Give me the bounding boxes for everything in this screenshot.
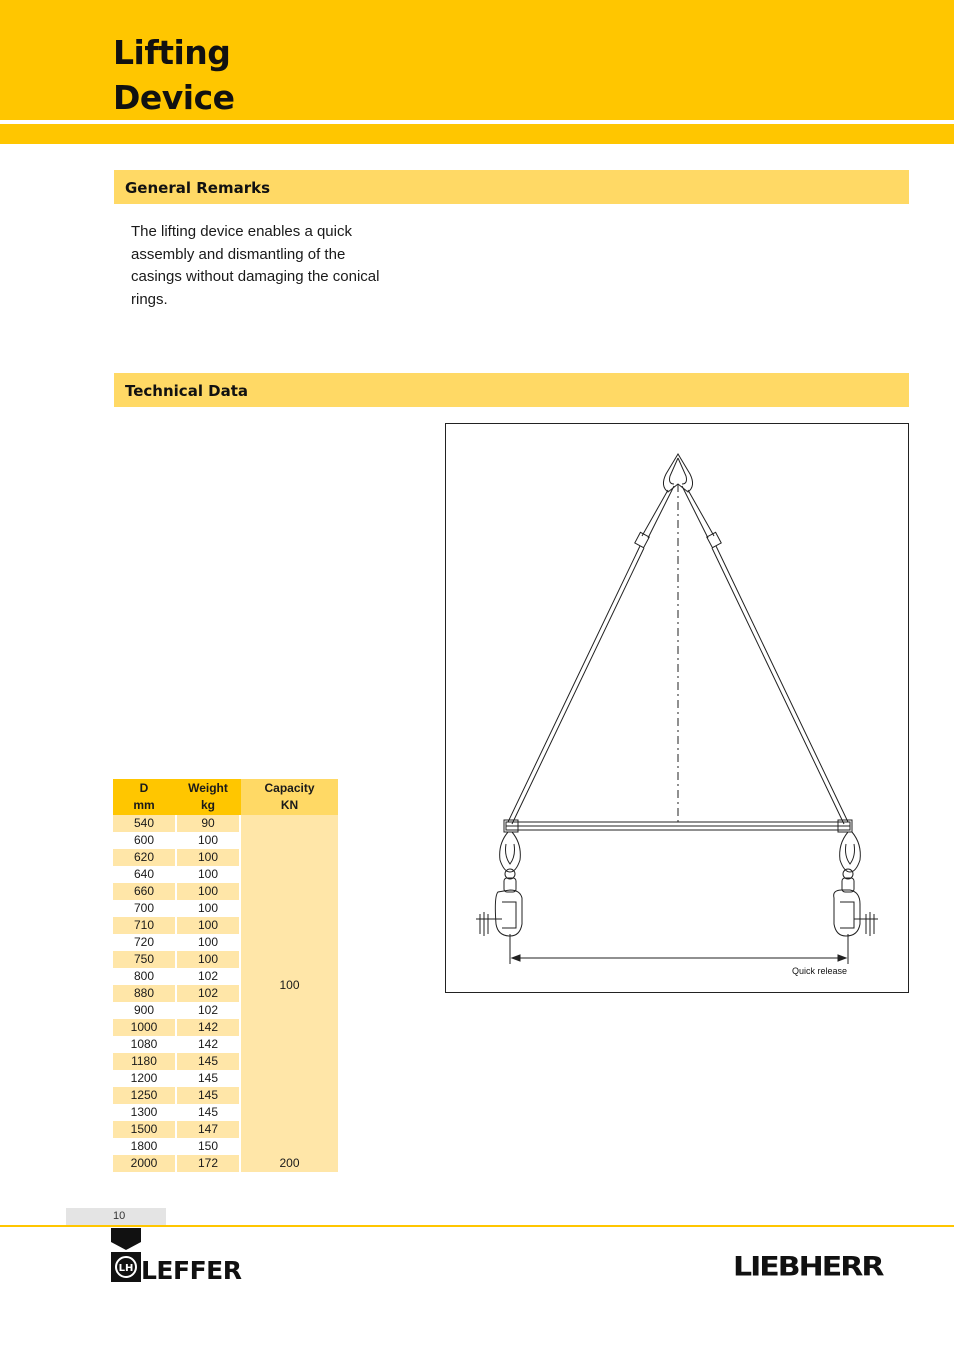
column-gap bbox=[239, 968, 241, 985]
cell-diameter: 880 bbox=[113, 985, 175, 1002]
cell-diameter: 1080 bbox=[113, 1036, 175, 1053]
header-capacity-label: Capacity bbox=[264, 781, 315, 795]
lifting-device-diagram bbox=[445, 423, 909, 993]
column-gap bbox=[239, 1019, 241, 1036]
header-d-label: D bbox=[139, 781, 149, 795]
table-header-row bbox=[113, 779, 338, 815]
page-number-bar bbox=[66, 1208, 166, 1225]
cell-weight: 100 bbox=[177, 849, 239, 866]
column-gap bbox=[239, 1070, 241, 1087]
cell-diameter: 1800 bbox=[113, 1138, 175, 1155]
column-gap bbox=[239, 1053, 241, 1070]
cell-weight: 90 bbox=[177, 815, 239, 832]
section-heading: General Remarks bbox=[125, 179, 270, 197]
column-gap bbox=[239, 1121, 241, 1138]
column-gap bbox=[239, 883, 241, 900]
column-gap bbox=[239, 1104, 241, 1121]
cell-diameter: 1180 bbox=[113, 1053, 175, 1070]
footer-rule bbox=[0, 1225, 954, 1227]
cell-diameter: 1000 bbox=[113, 1019, 175, 1036]
cell-weight: 145 bbox=[177, 1053, 239, 1070]
cell-diameter: 540 bbox=[113, 815, 175, 832]
technical-data-table bbox=[113, 779, 338, 1172]
cell-diameter: 900 bbox=[113, 1002, 175, 1019]
cell-weight: 102 bbox=[177, 985, 239, 1002]
cell-weight: 100 bbox=[177, 934, 239, 951]
left-shackle bbox=[500, 832, 521, 872]
table-row bbox=[113, 1155, 338, 1172]
column-gap bbox=[239, 832, 241, 849]
leffer-logo-text: LEFFER bbox=[141, 1256, 242, 1285]
right-clamp bbox=[834, 890, 860, 936]
cell-weight: 100 bbox=[177, 866, 239, 883]
cell-diameter: 710 bbox=[113, 917, 175, 934]
section-heading: Technical Data bbox=[125, 382, 249, 400]
section-technical-data bbox=[114, 373, 909, 407]
ferrule-right bbox=[707, 532, 721, 547]
cell-diameter: 1250 bbox=[113, 1087, 175, 1104]
cell-weight: 100 bbox=[177, 951, 239, 968]
cell-weight: 147 bbox=[177, 1121, 239, 1138]
cell-weight: 145 bbox=[177, 1104, 239, 1121]
page-title-line2: Device bbox=[113, 78, 235, 117]
cell-capacity: 200 bbox=[241, 1155, 338, 1172]
cell-diameter: 750 bbox=[113, 951, 175, 968]
table-row bbox=[113, 815, 338, 832]
section-general-remarks bbox=[114, 170, 909, 204]
wire-rope-right bbox=[712, 546, 848, 824]
table-body bbox=[113, 815, 338, 1172]
cell-diameter: 1500 bbox=[113, 1121, 175, 1138]
cell-diameter: 800 bbox=[113, 968, 175, 985]
cell-diameter: 600 bbox=[113, 832, 175, 849]
cell-weight: 100 bbox=[177, 900, 239, 917]
cell-weight: 150 bbox=[177, 1138, 239, 1155]
cell-diameter: 1200 bbox=[113, 1070, 175, 1087]
sling-right-upper bbox=[682, 486, 714, 538]
sling-left-upper bbox=[642, 486, 674, 538]
column-gap bbox=[239, 1138, 241, 1155]
column-gap bbox=[239, 849, 241, 866]
header-capacity bbox=[241, 779, 338, 815]
cell-diameter: 700 bbox=[113, 900, 175, 917]
page-title bbox=[113, 30, 235, 120]
header-capacity-unit: KN bbox=[280, 798, 299, 812]
column-gap bbox=[239, 985, 241, 1002]
cell-diameter: 1300 bbox=[113, 1104, 175, 1121]
ferrule-left bbox=[635, 532, 649, 547]
cell-weight: 100 bbox=[177, 832, 239, 849]
cell-diameter: 720 bbox=[113, 934, 175, 951]
column-gap bbox=[239, 1002, 241, 1019]
column-gap bbox=[239, 917, 241, 934]
leffer-emblem-letters: LH bbox=[118, 1263, 134, 1274]
left-clamp bbox=[495, 890, 522, 936]
header-band-lower bbox=[0, 124, 954, 144]
quick-release-label: Quick release bbox=[792, 966, 848, 976]
cell-diameter: 2000 bbox=[113, 1155, 175, 1172]
leffer-logo-icon bbox=[111, 1228, 141, 1284]
column-gap bbox=[239, 934, 241, 951]
header-d bbox=[113, 779, 175, 815]
column-gap bbox=[239, 900, 241, 917]
cell-weight: 102 bbox=[177, 968, 239, 985]
column-gap bbox=[239, 1036, 241, 1053]
wire-rope-left bbox=[508, 546, 644, 824]
cell-weight: 142 bbox=[177, 1036, 239, 1053]
cell-diameter: 640 bbox=[113, 866, 175, 883]
cell-weight: 102 bbox=[177, 1002, 239, 1019]
column-gap bbox=[239, 1087, 241, 1104]
right-shackle bbox=[840, 832, 861, 872]
cell-weight: 145 bbox=[177, 1070, 239, 1087]
cell-weight: 142 bbox=[177, 1019, 239, 1036]
header-weight-label: Weight bbox=[188, 781, 228, 795]
cell-weight: 145 bbox=[177, 1087, 239, 1104]
cell-diameter: 660 bbox=[113, 883, 175, 900]
cell-capacity: 100 bbox=[241, 815, 338, 1155]
lifting-device-drawing bbox=[446, 424, 908, 992]
general-remarks-text: The lifting device enables a quick assembly and dismantling of the casings without damaging the conical rings. bbox=[131, 223, 380, 309]
column-gap bbox=[239, 866, 241, 883]
cell-diameter: 620 bbox=[113, 849, 175, 866]
cell-weight: 100 bbox=[177, 917, 239, 934]
header-weight bbox=[177, 779, 239, 815]
header-d-unit: mm bbox=[133, 798, 155, 812]
liebherr-logo-text: LIEBHERR bbox=[733, 1251, 883, 1283]
header-weight-unit: kg bbox=[200, 798, 215, 812]
page-title-line1: Lifting bbox=[113, 33, 231, 72]
cell-weight: 172 bbox=[177, 1155, 239, 1172]
cell-weight: 100 bbox=[177, 883, 239, 900]
column-gap bbox=[239, 951, 241, 968]
page-number: 10 bbox=[113, 1210, 126, 1222]
